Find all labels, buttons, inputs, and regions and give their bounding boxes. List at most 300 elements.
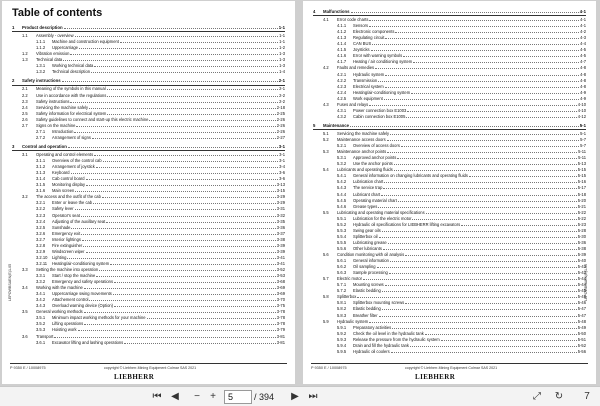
toc-entry[interactable]: [337, 331, 586, 337]
toc-page: 5-20: [577, 197, 586, 203]
toc-number: 3.3.2: [36, 279, 46, 284]
toc-text: Malfunctions: [323, 9, 350, 14]
toc-text: Interior lightings: [52, 236, 81, 242]
toc-entry[interactable]: [36, 206, 285, 212]
toc-number: 3.2.10: [36, 254, 48, 260]
toc-entry[interactable]: [36, 170, 285, 176]
toc-entry[interactable]: [36, 243, 285, 249]
toc-text: Check the oil level in the hydraulic tank: [353, 330, 424, 336]
toc-page: 2-26: [276, 122, 285, 128]
toc-text: Servicing the machine safely: [337, 130, 390, 136]
toc-number: 1.1: [22, 33, 28, 38]
toc-page: 5-28: [577, 227, 586, 233]
toc-entry[interactable]: [36, 69, 285, 75]
toc-leader: [110, 261, 276, 265]
toc-number: 4.1.7: [337, 59, 347, 65]
toc-text: Sample processing: [353, 270, 388, 276]
toc-entry[interactable]: [337, 258, 586, 264]
toc-page: 1-2: [279, 45, 285, 51]
toc-page: 5-46: [577, 300, 586, 306]
toc-page: 5-21: [577, 203, 586, 209]
toc-chapter[interactable]: [313, 9, 586, 15]
toc-entry[interactable]: [337, 306, 586, 312]
toc-leader: [412, 216, 576, 220]
toc-entry[interactable]: [22, 152, 285, 158]
toc-text: Lifting operations: [52, 321, 84, 327]
toc-entry[interactable]: [337, 143, 586, 149]
toc-page: 3-15: [276, 188, 285, 194]
toc-page: 3-4: [279, 164, 285, 170]
page-right: [303, 1, 596, 384]
toc-number: 5.5.2: [337, 221, 347, 227]
toc-entry[interactable]: [337, 246, 586, 252]
toc-entry[interactable]: [36, 327, 285, 333]
toc-entry[interactable]: [36, 45, 285, 51]
toc-leader: [383, 186, 576, 190]
toc-leader: [96, 274, 276, 278]
toc-leader: [385, 84, 579, 88]
toc-page: 3-81: [276, 333, 285, 339]
toc-page: 3-37: [276, 230, 285, 236]
toc-number: 5.8: [323, 294, 329, 300]
toc-page: 5-36: [577, 239, 586, 245]
toc-page: 5-13: [577, 161, 586, 167]
toc-leader: [64, 26, 278, 30]
toc-number: 5.4.3: [337, 185, 347, 191]
toc-entry[interactable]: [337, 343, 586, 349]
toc-leader: [75, 207, 276, 211]
toc-leader: [70, 52, 278, 56]
toc-text: Product description: [22, 25, 63, 30]
toc-page: 4-8: [580, 83, 586, 89]
toc-number: 5.3: [323, 149, 329, 155]
toc-number: 2.5: [22, 110, 28, 116]
toc-page: 1-3: [279, 51, 285, 57]
toc-page: 5-46: [577, 294, 586, 300]
toc-leader: [369, 24, 579, 28]
toc-leader: [79, 46, 278, 50]
side-reference: LEPOWBSAEN(E)1-05: [8, 263, 12, 301]
toc-entry[interactable]: [22, 123, 285, 129]
toc-entry[interactable]: [323, 294, 586, 300]
toc-leader: [71, 171, 279, 175]
viewer-toolbar: [0, 386, 600, 406]
toc-text: Overview of access doors: [353, 143, 400, 148]
toc-leader: [403, 54, 579, 58]
toc-page: 4-8: [580, 77, 586, 83]
toc-entry[interactable]: [323, 131, 586, 137]
toc-text: Work equipment: [353, 95, 383, 101]
liebherr-logo: LIEBHERR: [415, 373, 456, 381]
toc-text: Lubricating grease: [353, 239, 387, 245]
toc-entry[interactable]: [323, 210, 586, 216]
toc-page: 5-23: [577, 221, 586, 227]
toc-number: 1.3.2: [36, 69, 46, 75]
toc-number: 2.2: [22, 92, 28, 98]
toc-leader: [114, 304, 276, 308]
toc-text: Vibration emission: [36, 51, 70, 57]
toc-number: 3.5.3: [36, 327, 46, 333]
toc-text: Lubrication for the electric motor: [353, 215, 412, 221]
toc-entry[interactable]: [337, 173, 586, 179]
toc-leader: [94, 152, 278, 156]
toc-number: 3.1.5: [36, 182, 46, 188]
toc-text: Heating / air conditioning system: [353, 59, 413, 65]
toc-text: Fire extinguisher: [52, 242, 83, 248]
toc-page: 5-1: [580, 130, 586, 136]
toc-text: Minimum impact working methods for your machine: [52, 315, 146, 321]
toc-number: 3.1.4: [36, 176, 46, 182]
toc-chapter[interactable]: [12, 144, 285, 150]
toc-title: Table of contents: [12, 7, 103, 19]
next-page-icon[interactable]: ▶: [291, 391, 299, 402]
toc-entry[interactable]: [22, 57, 285, 63]
toc-leader: [68, 144, 278, 148]
toc-text: Lubricant chart: [353, 191, 381, 197]
rotate-icon[interactable]: ↻: [554, 391, 564, 402]
toc-entry[interactable]: [337, 161, 586, 167]
toc-text: Error code charts: [337, 17, 369, 23]
toc-page: 5-7: [580, 137, 586, 142]
toc-page: 3-52: [276, 266, 285, 272]
toc-page: 2-27: [276, 134, 285, 140]
toc-number: 4.2.1: [337, 71, 347, 77]
toc-entry[interactable]: [36, 315, 285, 321]
toc-page: 3-41: [276, 254, 285, 260]
toc-text: General working methods: [36, 309, 83, 315]
toc-leader: [390, 131, 579, 135]
toc-number: 5.9.3: [337, 336, 347, 342]
toc-page: 3-36: [276, 224, 285, 230]
toc-number: 2.6: [22, 116, 28, 122]
side-reference: LEPOWBSAEN(E)1-05: [584, 263, 588, 301]
toc-leader: [107, 87, 278, 91]
toc-text: Regulating circuit: [353, 35, 385, 41]
toc-leader: [401, 144, 579, 148]
toc-text: Electrical system: [353, 83, 384, 89]
toc-page: 5-7: [580, 143, 586, 148]
toc-entry[interactable]: [337, 282, 586, 288]
toc-leader: [63, 58, 278, 62]
toc-text: Meaning of the symbols in this manual: [36, 86, 106, 92]
zoom-out-icon[interactable]: −: [194, 391, 200, 402]
toc-text: Electronic components: [353, 29, 395, 35]
toc-number: 1: [12, 25, 15, 30]
toc-leader: [76, 123, 275, 127]
toc-leader: [388, 240, 577, 244]
toc-page: 3-81: [276, 339, 285, 345]
first-page-icon[interactable]: ⏮: [152, 391, 162, 402]
toc-leader: [74, 129, 275, 133]
toc-text: Release the pressure from the hydraulic system: [353, 336, 440, 342]
toc-text: Uppercarriage: [52, 45, 78, 51]
last-page-icon[interactable]: ⏭: [308, 391, 318, 402]
toc-number: 5.8.1: [337, 300, 347, 306]
toc-page: 5-43: [577, 264, 586, 270]
toc-page: 3-13: [276, 182, 285, 188]
toc-leader: [84, 310, 276, 314]
toc-page: 4-5: [580, 53, 586, 59]
toc-text: Hydraulic oil coolers: [353, 348, 390, 354]
zoom-in-icon[interactable]: +: [210, 391, 216, 402]
toc-chapter[interactable]: [12, 78, 285, 84]
toc-entry[interactable]: [323, 149, 586, 155]
toc-page: 2-18: [276, 104, 285, 110]
toc-chapter[interactable]: [313, 123, 586, 129]
toc-page: 1-1: [278, 25, 285, 30]
toc-entry[interactable]: [337, 114, 586, 120]
toc-leader: [75, 34, 279, 38]
toc-text: Emergency and safety operations: [52, 279, 113, 284]
toc-entry[interactable]: [36, 291, 285, 297]
toc-text: Lubricants and operating fluids: [337, 167, 393, 173]
toc-page: 2-26: [276, 128, 285, 134]
toc-number: 5.7: [323, 276, 329, 282]
toc-page: 3-1: [279, 158, 285, 163]
toc-leader: [405, 253, 577, 257]
toc-leader: [394, 168, 577, 172]
toc-number: 3.2.4: [36, 218, 46, 224]
toc-entry[interactable]: [337, 270, 586, 276]
toc-entry[interactable]: [323, 65, 586, 71]
toc-leader: [357, 295, 576, 299]
toc-leader: [405, 301, 577, 305]
toc-leader: [382, 289, 577, 293]
toc-leader: [381, 192, 577, 196]
toc-leader: [385, 72, 579, 76]
toc-number: 3.2.5: [36, 224, 46, 230]
toc-page: 1-3: [279, 57, 285, 63]
toc-text: Adjusting of the auxillary seat: [52, 218, 106, 224]
toc-number: 4.1.5: [337, 47, 347, 53]
toc-number: 4.2: [323, 65, 329, 71]
toc-text: Transmission: [353, 77, 378, 83]
toc-entry[interactable]: [36, 135, 285, 141]
toc-entry[interactable]: [36, 255, 285, 261]
toc-number: 4.1.6: [337, 53, 347, 59]
toc-page: 1-3: [279, 63, 285, 69]
toc-text: Servicing the machine safely: [36, 104, 89, 110]
toc-number: 5.4.1: [337, 173, 347, 179]
toc-text: Safety information for electrical system: [36, 110, 107, 116]
toc-leader: [67, 255, 275, 259]
toc-leader: [382, 228, 577, 232]
toc-leader: [391, 349, 577, 353]
toc-entry[interactable]: [22, 111, 285, 117]
toc-chapter[interactable]: [12, 25, 285, 31]
toc-text: Technical data: [36, 57, 63, 63]
toc-text: Lighting: [52, 254, 67, 260]
toc-entry[interactable]: [337, 185, 586, 191]
copyright: copyright © Liebherr-Mining Equipment Colmar SAS 2021: [405, 366, 498, 370]
toc-number: 3.2.3: [36, 212, 46, 218]
chapter-rule: [313, 15, 586, 16]
page-number-input[interactable]: 5: [224, 390, 252, 404]
toc-entry[interactable]: [337, 35, 586, 41]
toc-text: Monitoring display: [52, 182, 85, 188]
toc-number: 5.6: [323, 252, 329, 257]
toc-text: Safety instructions: [36, 98, 70, 104]
toc-text: Transport: [36, 333, 54, 339]
toc-text: Introduction: [52, 128, 74, 134]
toc-text: Keyboard: [52, 170, 70, 176]
toc-number: 3.1: [22, 151, 28, 157]
toc-text: Power connection box E1003: [353, 107, 407, 113]
toc-text: Heating/air-conditioning system: [52, 260, 110, 266]
toc-leader: [102, 195, 276, 199]
toc-number: 1.3: [22, 57, 28, 63]
toc-text: Splitterbox: [337, 294, 357, 300]
toc-text: Oil sampling: [353, 264, 376, 270]
toc-text: Arrangement of joystick: [52, 164, 95, 170]
toc-entry[interactable]: [337, 198, 586, 204]
toc-page: 5-16: [577, 179, 586, 185]
toc-page: 3-39: [276, 248, 285, 254]
toc-text: The access and the outfit of the cab: [36, 194, 101, 200]
toc-text: Technical description: [52, 69, 91, 75]
toc-page: 3-69: [276, 291, 285, 297]
toc-entry[interactable]: [22, 86, 285, 92]
toc-leader: [378, 204, 576, 208]
toc-text: Hydraulic system: [353, 71, 385, 77]
toc-page: 2-1: [279, 86, 285, 92]
toc-entry[interactable]: [36, 340, 285, 346]
toc-text: Electric motor: [337, 276, 363, 282]
toc-number: 3.6: [22, 333, 28, 339]
toc-page: 1-1: [279, 39, 285, 45]
toc-entry[interactable]: [36, 219, 285, 225]
toc-page: 2-25: [276, 110, 285, 116]
toc-number: 4.1.1: [337, 23, 347, 29]
toc-entry[interactable]: [36, 158, 285, 164]
toc-number: 5.5.4: [337, 233, 347, 239]
toc-number: 1.2: [22, 51, 28, 57]
toc-number: 5.1: [323, 130, 329, 136]
toc-leader: [103, 159, 278, 163]
toc-number: 4.2.3: [337, 83, 347, 89]
toc-text: Splitterbox oil: [353, 233, 378, 239]
toc-number: 5.9.1: [337, 324, 347, 330]
toc-page: 5-15: [577, 167, 586, 173]
toc-entry[interactable]: [337, 53, 586, 59]
toc-page: 3-29: [276, 200, 285, 206]
toc-page: 4-9: [580, 89, 586, 95]
toc-text: Grease types: [353, 203, 378, 209]
toc-text: Cabin connection box E1005: [353, 113, 406, 119]
toc-entry[interactable]: [323, 102, 586, 108]
toc-entry[interactable]: [22, 33, 285, 39]
toc-number: 5.4.2: [337, 179, 347, 185]
toc-page: 5-44: [577, 282, 586, 288]
toc-page: 4-10: [577, 107, 586, 113]
toc-number: 4.1: [323, 17, 329, 23]
prev-page-icon[interactable]: ◀: [171, 391, 179, 402]
toc-text: Main screen: [52, 188, 75, 194]
toc-page: 3-32: [276, 212, 285, 218]
toc-page: 3-6: [279, 176, 285, 182]
toc-entry[interactable]: [22, 99, 285, 105]
toc-text: Other lubricants: [353, 245, 382, 251]
toc-leader: [398, 198, 577, 202]
toc-leader: [441, 337, 577, 341]
toc-leader: [91, 70, 278, 74]
toc-leader: [70, 99, 278, 103]
toc-leader: [378, 78, 579, 82]
toc-text: Elastic bedding: [353, 288, 381, 294]
toc-entry[interactable]: [337, 349, 586, 355]
toc-entry[interactable]: [337, 222, 586, 228]
toc-entry[interactable]: [337, 23, 586, 29]
toc-page: 4-4: [580, 41, 586, 47]
toc-text: Hydraulic system: [337, 318, 369, 324]
toc-leader: [71, 225, 275, 229]
toc-number: 5.7.2: [337, 288, 347, 294]
toc-leader: [363, 277, 577, 281]
toc-leader: [83, 243, 276, 247]
toc-number: 2.1: [22, 86, 28, 92]
toc-entry[interactable]: [22, 267, 285, 273]
toc-text: Breather filter: [353, 312, 378, 318]
toc-page: 3-78: [276, 321, 285, 327]
toc-leader: [413, 60, 579, 64]
toc-entry[interactable]: [337, 78, 586, 84]
toc-text: Excavator lifting and lashing operations: [52, 339, 124, 345]
toc-page: 2-26: [276, 116, 285, 122]
toc-entry[interactable]: [337, 234, 586, 240]
toc-number: 3.1.2: [36, 164, 46, 170]
toc-number: 5.4: [323, 167, 329, 173]
toc-page: 5-18: [577, 191, 586, 197]
toc-entry[interactable]: [36, 279, 285, 285]
toc-number: 3.2: [22, 194, 28, 200]
toc-entry[interactable]: [323, 319, 586, 325]
toc-text: Safety instructions: [22, 78, 61, 84]
footer-code: P 9350 E / 10008975: [10, 366, 46, 370]
toc-number: 5.8.2: [337, 306, 347, 312]
toc-leader: [375, 66, 579, 70]
toc-leader: [86, 177, 279, 181]
toc-text: Hydraulic oil specifications for LIEBHERR lifting excavators: [353, 221, 461, 227]
toc-leader: [387, 150, 577, 154]
toc-text: Elastic bedding: [353, 306, 381, 312]
toc-number: 4.2.2: [337, 77, 347, 83]
toc-leader: [120, 40, 278, 44]
toc-entry[interactable]: [22, 194, 285, 200]
toc-text: Control and operation: [22, 143, 67, 149]
toc-page: 5-1: [579, 122, 586, 128]
toc-entry[interactable]: [337, 90, 586, 96]
toc-leader: [369, 319, 577, 323]
toc-page: 5-52: [577, 342, 586, 348]
footer-rule: [311, 363, 588, 364]
toc-entry[interactable]: [36, 303, 285, 309]
toc-page: 3-38: [276, 236, 285, 242]
toc-entry[interactable]: [36, 231, 285, 237]
toc-page: 3-1: [279, 151, 285, 157]
toc-leader: [387, 138, 579, 142]
toc-text: Drain and fill the hydraulic tank: [353, 342, 409, 348]
toc-number: 3.4.3: [36, 303, 46, 309]
toc-page: 3-35: [276, 218, 285, 224]
toc-leader: [107, 93, 278, 97]
fit-page-icon[interactable]: ⤢: [533, 391, 541, 402]
toc-number: 5.6.2: [337, 264, 347, 270]
toc-text: Maintenance anchor points: [337, 149, 387, 155]
toc-number: 2.7.1: [36, 128, 46, 134]
toc-page: 4-12: [577, 113, 586, 119]
toc-number: 5.9.5: [337, 348, 347, 354]
toc-entry[interactable]: [36, 182, 285, 188]
